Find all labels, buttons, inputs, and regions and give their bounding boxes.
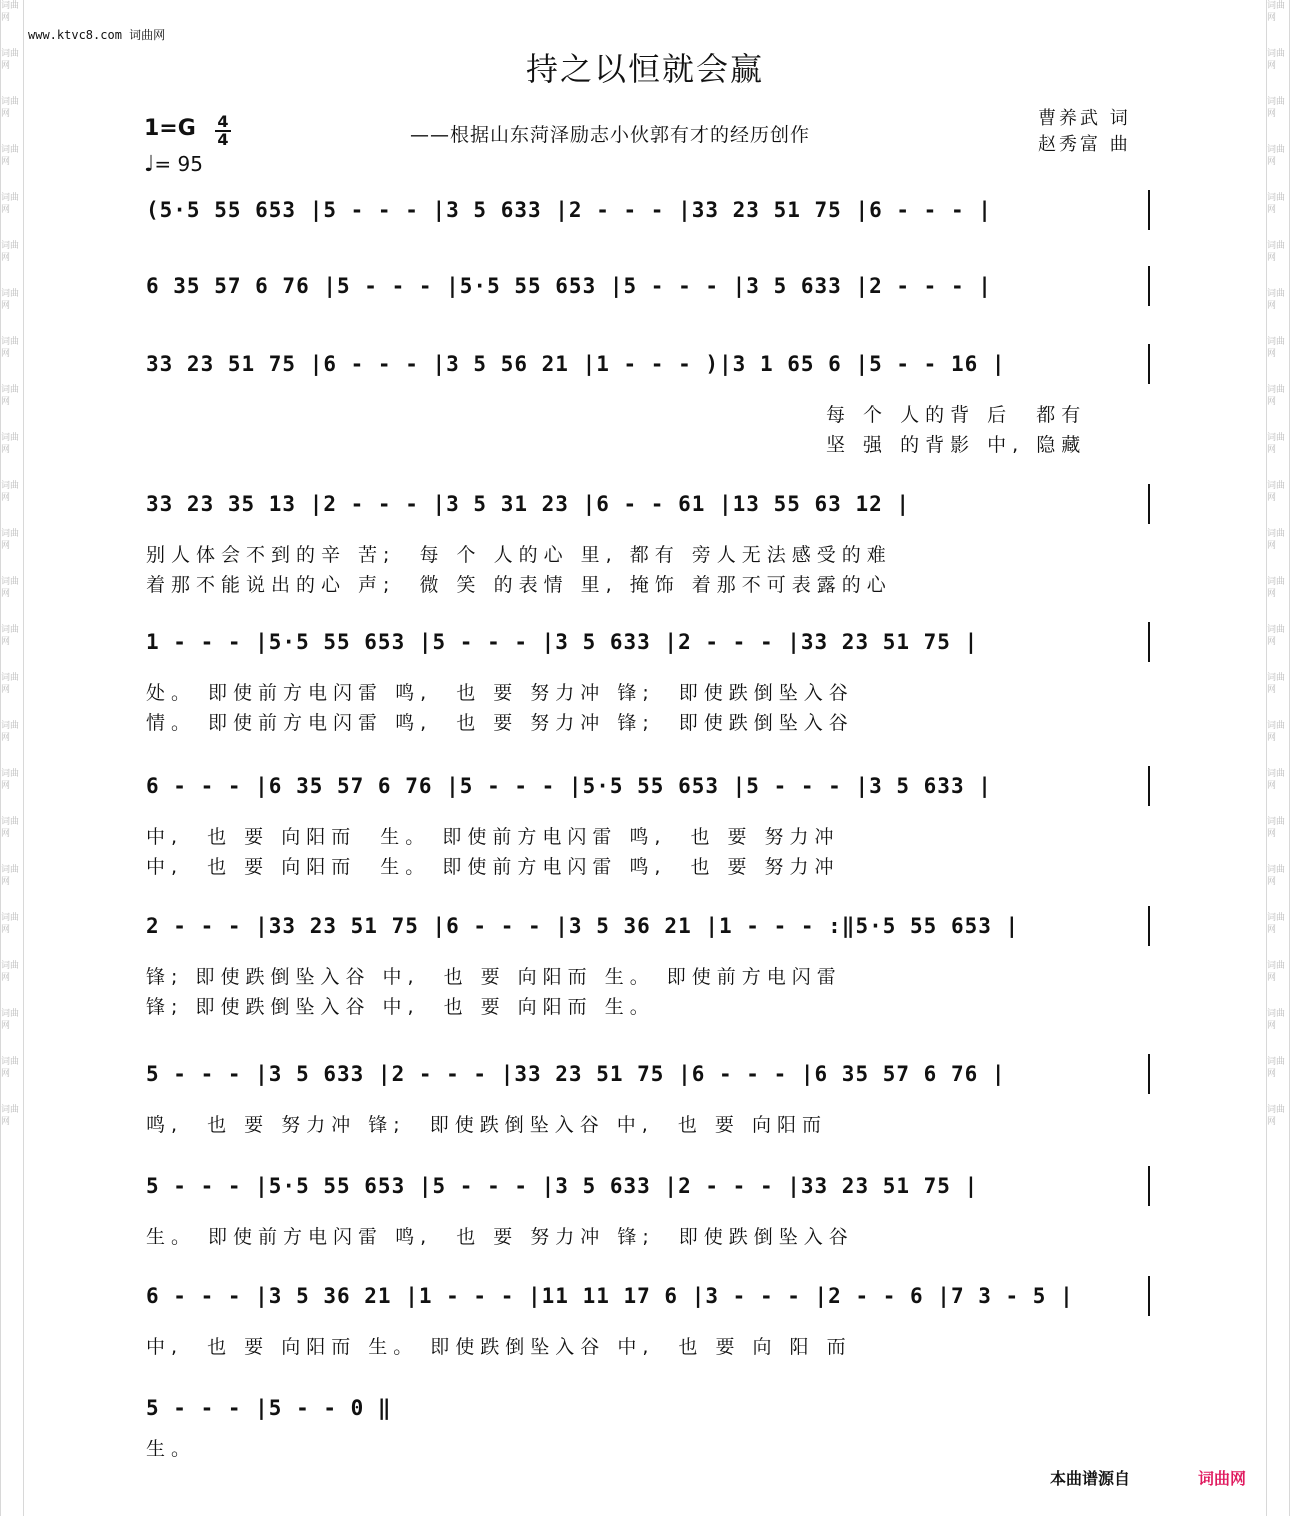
watermark-text: 词曲网: [1267, 769, 1286, 791]
jianpu-notes: (5·5 55 653 |5 - - - |3 5 633 |2 - - - |33 23 51 75 |6 - - - |: [146, 198, 992, 222]
notation-line: [140, 266, 1150, 316]
watermark-text: 词曲网: [1, 865, 20, 887]
lyric-verse-2: 中, 也 要 向阳而 生。 即使前方电闪雷 鸣, 也 要 努力冲: [146, 856, 840, 878]
watermark-text: 词曲网: [1267, 481, 1286, 503]
right-watermark-strip: [1266, 0, 1290, 1516]
watermark-text: 词曲网: [1, 97, 20, 119]
watermark-text: 词曲网: [1, 625, 20, 647]
source-site-link[interactable]: 词曲网: [1198, 1469, 1247, 1488]
watermark-text: 词曲网: [1, 481, 20, 503]
watermark-text: 词曲网: [1, 1, 20, 23]
watermark-text: 词曲网: [1, 49, 20, 71]
jianpu-notes: 5 - - - |3 5 633 |2 - - - |33 23 51 75 |6 - - - |6 35 57 6 76 |: [146, 1062, 1006, 1086]
site-url: www.ktvc8.com 词曲网: [28, 28, 166, 42]
watermark-text: 词曲网: [1267, 193, 1286, 215]
notation-line: [140, 1054, 1150, 1104]
watermark-text: 词曲网: [1, 145, 20, 167]
watermark-text: 词曲网: [1, 817, 20, 839]
jianpu-notes: 5 - - - |5 - - 0 ‖: [146, 1396, 392, 1420]
watermark-text: 词曲网: [1, 289, 20, 311]
watermark-text: 词曲网: [1, 769, 20, 791]
barline: [1148, 484, 1150, 524]
time-signature-top: 4: [217, 112, 229, 131]
score-system: [140, 622, 1150, 734]
lyric-verse-1: 生。 即使前方电闪雷 鸣, 也 要 努力冲 锋; 即使跌倒坠入谷: [146, 1226, 854, 1248]
watermark-text: 词曲网: [1267, 1009, 1286, 1031]
jianpu-notes: 1 - - - |5·5 55 653 |5 - - - |3 5 633 |2 - - - |33 23 51 75 |: [146, 630, 979, 654]
score-system: [140, 1166, 1150, 1248]
score-system: [140, 266, 1150, 316]
lyric-verse-1: 别人体会不到的辛 苦; 每 个 人的心 里, 都有 旁人无法感受的难: [146, 544, 892, 566]
watermark-text: 词曲网: [1, 529, 20, 551]
barline: [1148, 906, 1150, 946]
watermark-text: 词曲网: [1, 337, 20, 359]
lyric-verse-2: 坚 强 的背影 中, 隐藏: [826, 434, 1087, 456]
jianpu-notes: 6 35 57 6 76 |5 - - - |5·5 55 653 |5 - - - |3 5 633 |2 - - - |: [146, 274, 992, 298]
watermark-text: 词曲网: [1267, 673, 1286, 695]
jianpu-notes: 5 - - - |5·5 55 653 |5 - - - |3 5 633 |2 - - - |33 23 51 75 |: [146, 1174, 979, 1198]
watermark-text: 词曲网: [1, 577, 20, 599]
barline: [1148, 266, 1150, 306]
song-subtitle: ——根据山东菏泽励志小伙郭有才的经历创作: [410, 124, 811, 146]
watermark-text: 词曲网: [1267, 1, 1286, 23]
watermark-text: 词曲网: [1, 241, 20, 263]
lyric-verse-2: 着那不能说出的心 声; 微 笑 的表情 里, 掩饰 着那不可表露的心: [146, 574, 892, 596]
jianpu-notes: 2 - - - |33 23 51 75 |6 - - - |3 5 36 21 |1 - - - :‖5·5 55 653 |: [146, 914, 1020, 938]
left-watermark-strip: [0, 0, 24, 1516]
lyric-verse-1: 鸣, 也 要 努力冲 锋; 即使跌倒坠入谷 中, 也 要 向阳而: [146, 1114, 827, 1136]
notation-line: [140, 344, 1150, 394]
barline: [1148, 190, 1150, 230]
barline: [1148, 344, 1150, 384]
watermark-text: 词曲网: [1267, 145, 1286, 167]
score-system: [140, 766, 1150, 878]
barline: [1148, 622, 1150, 662]
score-system: [140, 344, 1150, 456]
watermark-text: 词曲网: [1, 193, 20, 215]
notation-line: [140, 766, 1150, 816]
watermark-text: 词曲网: [1, 1057, 20, 1079]
watermark-text: 词曲网: [1267, 49, 1286, 71]
watermark-text: 词曲网: [1, 961, 20, 983]
score-system: [140, 1054, 1150, 1136]
score-system: [140, 484, 1150, 596]
watermark-text: 词曲网: [1267, 625, 1286, 647]
watermark-text: 词曲网: [1, 433, 20, 455]
jianpu-notes: 6 - - - |3 5 36 21 |1 - - - |11 11 17 6 |3 - - - |2 - - 6 |7 3 - 5 |: [146, 1284, 1074, 1308]
watermark-text: 词曲网: [1267, 577, 1286, 599]
jianpu-notes: 6 - - - |6 35 57 6 76 |5 - - - |5·5 55 653 |5 - - - |3 5 633 |: [146, 774, 992, 798]
watermark-text: 词曲网: [1267, 961, 1286, 983]
score-system: [140, 1388, 400, 1460]
quarter-note-icon: ♩: [144, 152, 155, 177]
composer: 赵秀富 曲: [1038, 134, 1131, 155]
barline: [1148, 1276, 1150, 1316]
watermark-text: 词曲网: [1267, 721, 1286, 743]
watermark-text: 词曲网: [1, 913, 20, 935]
notation-line: [140, 190, 1150, 240]
watermark-text: 词曲网: [1267, 433, 1286, 455]
notation-line: [140, 1166, 1150, 1216]
lyric-verse-1: 中, 也 要 向阳而 生。 即使跌倒坠入谷 中, 也 要 向 阳 而: [146, 1336, 852, 1358]
notation-line: [140, 1276, 1150, 1326]
watermark-text: 词曲网: [1, 1105, 20, 1127]
lyric-verse-1: 处。 即使前方电闪雷 鸣, 也 要 努力冲 锋; 即使跌倒坠入谷: [146, 682, 854, 704]
watermark-text: 词曲网: [1267, 97, 1286, 119]
watermark-text: 词曲网: [1, 1009, 20, 1031]
tempo-marking: [144, 152, 203, 177]
notation-line: [140, 906, 1150, 956]
watermark-text: 词曲网: [1, 673, 20, 695]
time-signature: [215, 114, 231, 148]
barline: [1148, 1166, 1150, 1206]
score-system: [140, 190, 1150, 240]
watermark-text: 词曲网: [1267, 529, 1286, 551]
credits: [1038, 106, 1131, 158]
time-signature-bottom: 4: [217, 130, 229, 149]
song-title: 持之以恒就会赢: [525, 50, 764, 88]
source-label: 本曲谱源自: [1050, 1469, 1131, 1488]
watermark-text: 词曲网: [1267, 289, 1286, 311]
jianpu-notes: 33 23 35 13 |2 - - - |3 5 31 23 |6 - - 61 |13 55 63 12 |: [146, 492, 911, 516]
watermark-text: 词曲网: [1267, 241, 1286, 263]
lyric-verse-2: 锋; 即使跌倒坠入谷 中, 也 要 向阳而 生。: [146, 996, 655, 1018]
watermark-text: 词曲网: [1267, 913, 1286, 935]
barline: [1148, 766, 1150, 806]
score-system: [140, 1276, 1150, 1358]
watermark-text: 词曲网: [1, 385, 20, 407]
lyric-verse-1: 生。: [146, 1438, 197, 1460]
watermark-text: 词曲网: [1, 721, 20, 743]
watermark-text: 词曲网: [1267, 1105, 1286, 1127]
lyric-verse-1: 锋; 即使跌倒坠入谷 中, 也 要 向阳而 生。 即使前方电闪雷: [146, 966, 842, 988]
watermark-text: 词曲网: [1267, 865, 1286, 887]
watermark-text: 词曲网: [1267, 337, 1286, 359]
lyric-verse-2: 情。 即使前方电闪雷 鸣, 也 要 努力冲 锋; 即使跌倒坠入谷: [146, 712, 854, 734]
notation-line: [140, 1388, 400, 1438]
key-signature: 1=G: [144, 116, 196, 141]
jianpu-notes: 33 23 51 75 |6 - - - |3 5 56 21 |1 - - - )|3 1 65 6 |5 - - 16 |: [146, 352, 1006, 376]
watermark-text: 词曲网: [1267, 1057, 1286, 1079]
lyricist: 曹养武 词: [1038, 108, 1131, 129]
notation-line: [140, 622, 1150, 672]
lyric-verse-1: 每 个 人的背 后 都有: [826, 404, 1087, 426]
barline: [1148, 1054, 1150, 1094]
watermark-text: 词曲网: [1267, 817, 1286, 839]
notation-line: [140, 484, 1150, 534]
score-system: [140, 906, 1150, 1018]
tempo-value: = 95: [154, 152, 203, 176]
lyric-verse-1: 中, 也 要 向阳而 生。 即使前方电闪雷 鸣, 也 要 努力冲: [146, 826, 840, 848]
watermark-text: 词曲网: [1267, 385, 1286, 407]
